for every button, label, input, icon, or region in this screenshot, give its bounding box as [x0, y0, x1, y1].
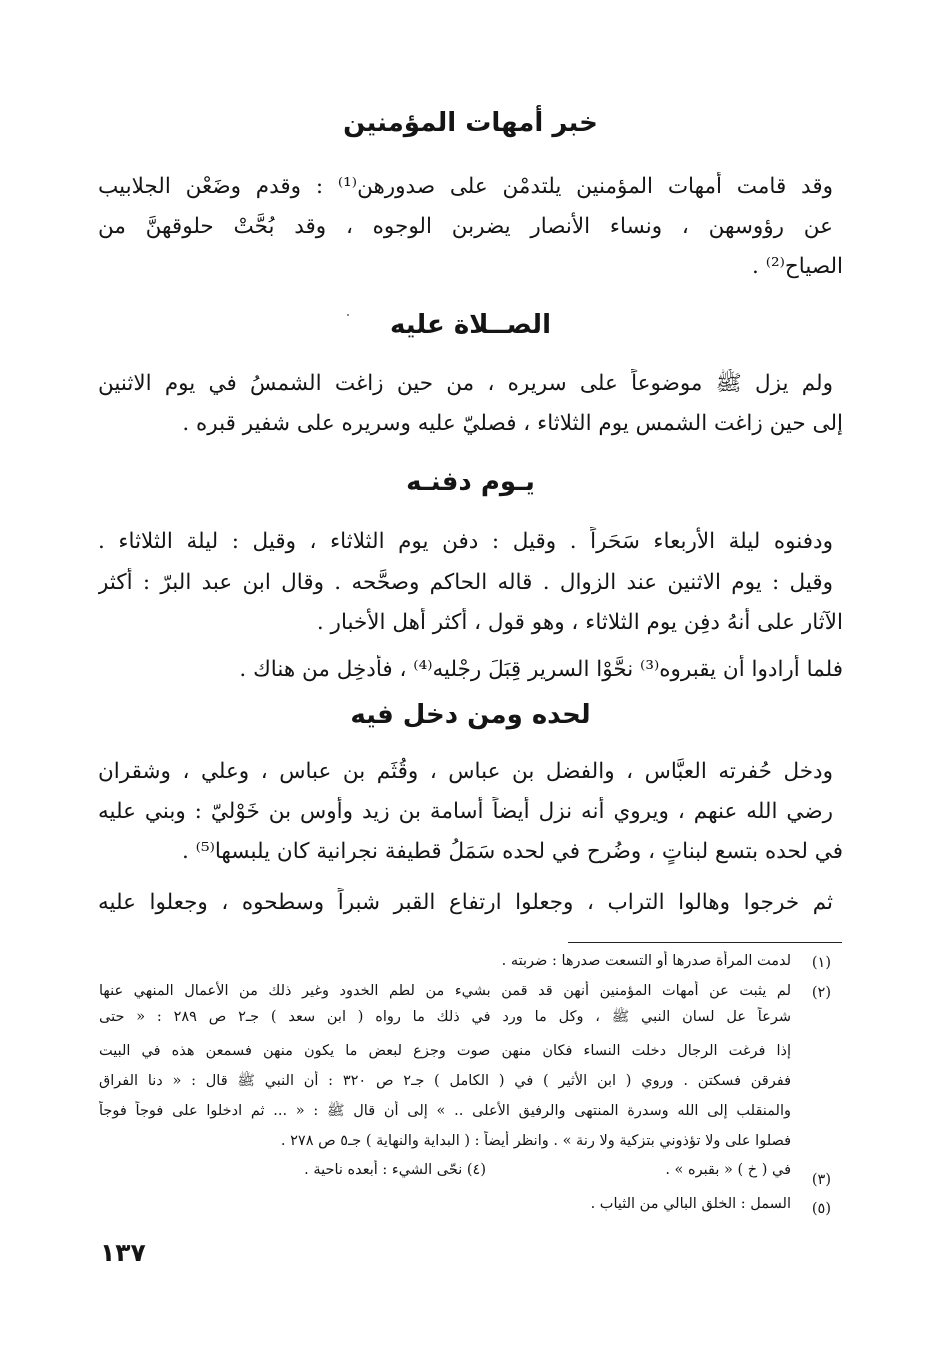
- section-heading-grave: لحده ومن دخل فيه: [350, 700, 591, 730]
- body-line: في لحده بتسع لبناتٍ ، وضُرح في لحده سَمَلُ قطيفة نجرانية كان يلبسها⁽⁵⁾ .: [182, 839, 843, 864]
- footnote-number: (٢): [811, 985, 831, 1001]
- footnote-line: إذا فرغت الرجال دخلت النساء فكان منهن صوت وجزع لبعض ما يكون منهن فسمعن هذه في البيت: [99, 1043, 791, 1059]
- footnote-separator: [568, 942, 842, 943]
- footnote-line: السمل : الخلق البالي من الثياب .: [590, 1196, 791, 1212]
- body-line: ولم يزل ﷺ موضوعاً على سريره ، من حين زاغت الشمسُ في يوم الاثنين: [98, 371, 833, 396]
- footnote-number: (٣): [811, 1172, 831, 1188]
- footnote-line: والمنقلب إلى الله وسدرة المنتهى والرفيق الأعلى .. » إلى أن قال ﷺ : « ... ثم ادخلوا على فوجاً فوجاً: [99, 1103, 791, 1119]
- section-heading-mothers: خبر أمهات المؤمنين: [343, 108, 598, 138]
- body-line: ودخل حُفرته العبَّاس ، والفضل بن عباس ، وقُثَم بن عباس ، وعلي ، وشقران: [98, 759, 833, 784]
- footnote-line: ففرقن فسكتن . وروي ( ابن الأثير ) في ( الكامل ) جـ٢ ص ٣٢٠ : أن النبي ﷺ قال : « دنا الفراق: [99, 1073, 791, 1089]
- footnote-number: (١): [811, 955, 831, 971]
- body-line: الصياح⁽²⁾ .: [752, 254, 843, 279]
- body-line: ودفنوه ليلة الأربعاء سَحَراً . وقيل : دفن يوم الثلاثاء ، وقيل : ليلة الثلاثاء .: [98, 529, 833, 554]
- body-line: رضي الله عنهم ، ويروي أنه نزل أيضاً أسامة بن زيد وأوس بن خَوْليّ : وبني عليه: [98, 799, 833, 824]
- footnote-line: شرعاً عل لسان النبي ﷺ ، وكل ما ورد في ذلك ما رواه ( ابن سعد ) جـ٢ ص ٢٨٩ : « حتى: [99, 1009, 791, 1025]
- section-heading-prayer: الصــلاة عليه: [390, 310, 551, 340]
- footnote-line: في ( خ ) « بقبره » .: [665, 1162, 791, 1178]
- footnote-number: (٥): [811, 1201, 831, 1217]
- body-line: عن رؤوسهن ، ونساء الأنصار يضربن الوجوه ، وقد بُحَّتْ حلوقهنَّ من: [98, 214, 833, 239]
- body-line: إلى حين زاغت الشمس يوم الثلاثاء ، فصليّ عليه وسريره على شفير قبره .: [182, 411, 843, 436]
- section-heading-burial-day: يـوم دفنـه: [406, 467, 535, 497]
- body-line: ثم خرجوا وهالوا التراب ، وجعلوا ارتفاع القبر شبراً وسطحوه ، وجعلوا عليه: [98, 890, 833, 915]
- footnote-line: (٤) نحّى الشيء : أبعده ناحية .: [304, 1162, 486, 1178]
- body-line: الآثار على أنهُ دفِن يوم الثلاثاء ، وهو قول ، أكثر أهل الأخبار .: [316, 610, 843, 635]
- footnote-line: لم يثبت عن أمهات المؤمنين أنهن قد قمن بشيء من لطم الخدود وغير ذلك من الأعمال المنهي عنها: [99, 983, 791, 999]
- footnote-line: لدمت المرأة صدرها أو التسعت صدرها : ضربته .: [501, 953, 791, 969]
- body-line: وقيل : يوم الاثنين عند الزوال . قاله الحاكم وصحَّحه . وقال ابن عبد البرّ : أكثر: [98, 570, 833, 595]
- page-number: ١٣٧: [100, 1238, 146, 1267]
- body-line: وقد قامت أمهات المؤمنين يلتدمْن على صدورهن⁽¹⁾ : وقدم وضَعْن الجلابيب: [98, 174, 833, 199]
- footnote-line: فصلوا على ولا تؤذوني بتزكية ولا رنة » . وانظر أيضاً : ( البداية والنهاية ) جـ٥ ص ٢٧٨ .: [280, 1133, 791, 1149]
- body-line: فلما أرادوا أن يقبروه⁽³⁾ نحَّوْا السرير قِبَلَ رجْليه⁽⁴⁾ ، فأدخِل من هناك .: [239, 657, 843, 682]
